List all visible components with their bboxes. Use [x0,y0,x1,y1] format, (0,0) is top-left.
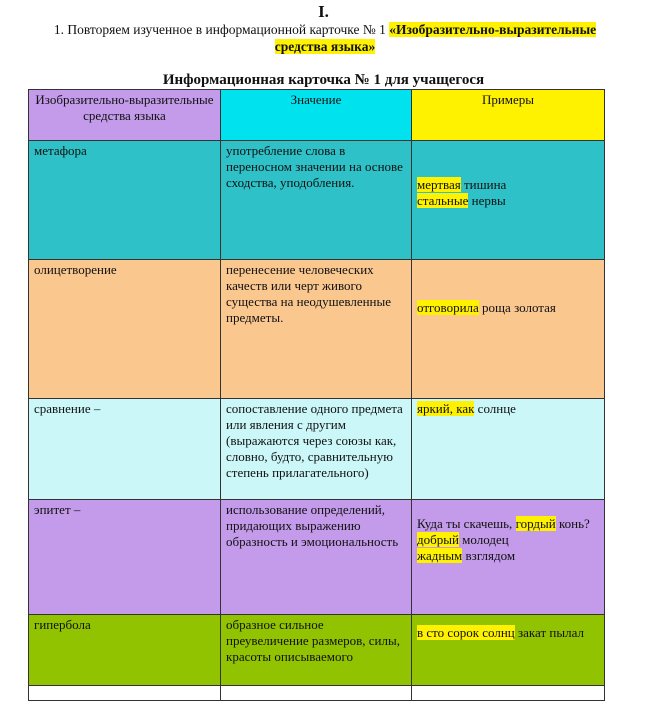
example-highlight: жадным [417,548,463,563]
intro-highlight: «Изобразительно-выразительные средства языка» [274,22,597,54]
term-cell: эпитет – [29,500,221,615]
meaning-cell: использование определений, придающих выражению образность и эмоциональность [221,500,412,615]
table-row-empty [29,686,605,701]
example-cell [412,500,605,615]
info-table [28,89,605,701]
example-line [417,532,599,548]
meaning-cell: перенесение человеческих качеств или черт живого существа на неодушевленные предметы. [221,260,412,399]
example-text: Куда ты скачешь, [417,516,516,531]
header-examples: Примеры [412,90,605,141]
example-text: солнце [474,401,516,416]
example-text: закат пылал [514,625,584,640]
empty-cell [412,686,605,701]
example-line [417,548,599,564]
example-cell [412,615,605,686]
meaning-cell: образное сильное преувеличение размеров, силы, красоты описываемого [221,615,412,686]
example-text: взглядом [462,548,516,563]
example-text: тишина [460,177,507,192]
example-text: молодец [458,532,509,547]
example-line [417,193,599,209]
example-highlight: яркий, как [417,401,475,416]
example-line [417,625,599,641]
table-row [29,615,605,686]
table-row [29,260,605,399]
meaning-cell: сопоставление одного предмета или явления с другим (выражаются через союзы как, словно, будто, сравнительную степень прилагательного) [221,399,412,500]
header-meaning: Значение [221,90,412,141]
example-text: конь? [555,516,590,531]
table-header-row [29,90,605,141]
example-text: нервы [468,193,506,208]
table-row [29,399,605,500]
example-cell [412,399,605,500]
example-highlight: добрый [417,532,459,547]
example-line [417,177,599,193]
card-title: Информационная карточка № 1 для учащегося [162,72,485,88]
example-cell [412,141,605,260]
section-number: I. [318,2,329,21]
term-cell: сравнение – [29,399,221,500]
example-cell [412,260,605,399]
intro-text: 1. Повторяем изученное в информационной карточке № 1 [53,22,390,37]
example-highlight: мертвая [417,177,461,192]
example-highlight: отговорила [417,300,479,315]
table-row [29,500,605,615]
header-terms: Изобразительно-выразительные средства языка [29,90,221,141]
example-text: роща золотая [478,300,556,315]
example-highlight: стальные [417,193,469,208]
term-cell: гипербола [29,615,221,686]
meaning-cell: употребление слова в переносном значении на основе сходства, уподобления. [221,141,412,260]
term-cell: метафора [29,141,221,260]
intro-paragraph [40,21,610,55]
table-row [29,141,605,260]
example-line [417,401,599,417]
empty-cell [221,686,412,701]
example-highlight: в сто сорок солнц [417,625,515,640]
empty-cell [29,686,221,701]
example-highlight: гордый [515,516,556,531]
example-line [417,516,599,532]
example-line [417,300,599,316]
term-cell: олицетворение [29,260,221,399]
